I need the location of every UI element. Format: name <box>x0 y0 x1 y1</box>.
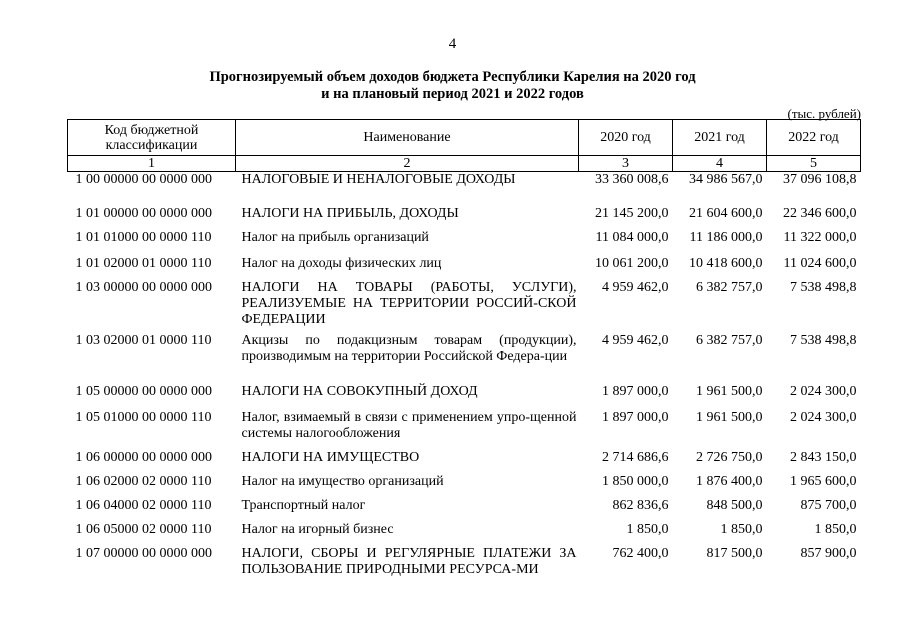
row-value-2020: 1 850,0 <box>626 521 669 537</box>
row-value-2020: 21 145 200,0 <box>595 205 669 221</box>
row-code: 1 06 02000 02 0000 110 <box>75 473 212 489</box>
row-value-2022: 1 965 600,0 <box>790 473 857 489</box>
row-value-2021: 817 500,0 <box>706 545 763 561</box>
row-value-2022: 7 538 498,8 <box>790 279 857 295</box>
header-row <box>68 120 861 156</box>
row-value-2021: 34 986 567,0 <box>689 172 763 187</box>
row-value-2020: 2 714 686,6 <box>602 449 669 465</box>
row-value-2020: 33 360 008,6 <box>595 172 669 187</box>
table-header <box>68 120 861 172</box>
revenue-table <box>67 119 861 596</box>
row-value-2020: 862 836,6 <box>612 497 669 513</box>
row-value-2022: 857 900,0 <box>800 545 857 561</box>
header-2022: 2022 год <box>767 120 861 156</box>
row-code: 1 05 00000 00 0000 000 <box>75 383 212 399</box>
row-code: 1 01 02000 01 0000 110 <box>75 255 212 271</box>
row-value-2021: 1 850,0 <box>720 521 763 537</box>
table-row <box>68 450 861 474</box>
header-2020: 2020 год <box>579 120 673 156</box>
table-row <box>68 474 861 498</box>
table-row <box>68 384 861 410</box>
units-label: (тыс. рублей) <box>787 106 861 121</box>
header-code: Код бюджетной классификации <box>68 120 236 156</box>
row-name: НАЛОГИ НА ТОВАРЫ (РАБОТЫ, УСЛУГИ), РЕАЛИЗУЕМЫЕ НА ТЕРРИТОРИИ РОССИЙ-СКОЙ ФЕДЕРАЦИИ <box>241 279 577 327</box>
row-name: НАЛОГИ НА ПРИБЫЛЬ, ДОХОДЫ <box>241 205 459 221</box>
row-value-2020: 762 400,0 <box>612 545 669 561</box>
row-code: 1 03 02000 01 0000 110 <box>75 332 212 348</box>
title-line-2: и на плановый период 2021 и 2022 годов <box>321 86 584 102</box>
row-name: Акцизы по подакцизным товарам (продукции), производимым на территории Российской Федера-ции <box>241 332 577 364</box>
row-code: 1 06 00000 00 0000 000 <box>75 449 212 465</box>
row-value-2020: 1 897 000,0 <box>602 383 669 399</box>
row-name: НАЛОГИ, СБОРЫ И РЕГУЛЯРНЫЕ ПЛАТЕЖИ ЗА ПОЛЬЗОВАНИЕ ПРИРОДНЫМИ РЕСУРСА-МИ <box>241 545 577 577</box>
row-code: 1 00 00000 00 0000 000 <box>75 172 212 187</box>
row-code: 1 03 00000 00 0000 000 <box>75 279 212 295</box>
row-value-2021: 848 500,0 <box>706 497 763 513</box>
table-row <box>68 498 861 522</box>
row-name: НАЛОГИ НА ИМУЩЕСТВО <box>241 449 420 465</box>
page-number: 4 <box>448 36 457 52</box>
table-row <box>68 522 861 546</box>
header-2021: 2021 год <box>673 120 767 156</box>
row-code: 1 01 01000 00 0000 110 <box>75 229 212 245</box>
row-value-2022: 2 024 300,0 <box>790 383 857 399</box>
row-code: 1 05 01000 00 0000 110 <box>75 409 212 425</box>
row-value-2021: 10 418 600,0 <box>689 255 763 271</box>
row-value-2022: 875 700,0 <box>800 497 857 513</box>
row-value-2022: 2 843 150,0 <box>790 449 857 465</box>
row-value-2021: 1 961 500,0 <box>696 383 763 399</box>
row-value-2022: 7 538 498,8 <box>790 332 857 348</box>
row-name: Налог на имущество организаций <box>241 473 444 489</box>
table-row <box>68 206 861 230</box>
row-value-2021: 2 726 750,0 <box>696 449 763 465</box>
column-number-5: 5 <box>767 156 861 172</box>
row-value-2022: 37 096 108,8 <box>783 172 857 187</box>
column-number-row <box>68 156 861 172</box>
row-code: 1 06 04000 02 0000 110 <box>75 497 212 513</box>
row-value-2022: 2 024 300,0 <box>790 409 857 425</box>
table-row <box>68 172 861 206</box>
row-code: 1 06 05000 02 0000 110 <box>75 521 212 537</box>
row-value-2021: 21 604 600,0 <box>689 205 763 221</box>
table-row <box>68 230 861 256</box>
row-name: Налог на прибыль организаций <box>241 229 429 245</box>
column-number-4: 4 <box>673 156 767 172</box>
table-body <box>68 172 861 596</box>
row-name: Транспортный налог <box>241 497 366 513</box>
row-value-2021: 1 876 400,0 <box>696 473 763 489</box>
column-number-3: 3 <box>579 156 673 172</box>
header-name: Наименование <box>236 120 579 156</box>
row-value-2020: 4 959 462,0 <box>602 332 669 348</box>
table-row <box>68 280 861 333</box>
column-number-2: 2 <box>236 156 579 172</box>
row-value-2021: 11 186 000,0 <box>689 229 763 245</box>
row-code: 1 07 00000 00 0000 000 <box>75 545 212 561</box>
row-value-2022: 1 850,0 <box>814 521 857 537</box>
row-value-2020: 4 959 462,0 <box>602 279 669 295</box>
row-name: НАЛОГОВЫЕ И НЕНАЛОГОВЫЕ ДОХОДЫ <box>241 172 516 187</box>
page-title <box>0 69 905 103</box>
table-row <box>68 333 861 384</box>
row-value-2022: 11 322 000,0 <box>783 229 857 245</box>
row-value-2020: 1 850 000,0 <box>602 473 669 489</box>
row-value-2022: 22 346 600,0 <box>783 205 857 221</box>
row-value-2021: 6 382 757,0 <box>696 332 763 348</box>
row-value-2022: 11 024 600,0 <box>783 255 857 271</box>
row-value-2021: 6 382 757,0 <box>696 279 763 295</box>
row-code: 1 01 00000 00 0000 000 <box>75 205 212 221</box>
table-row <box>68 410 861 450</box>
row-value-2020: 1 897 000,0 <box>602 409 669 425</box>
row-name: Налог, взимаемый в связи с применением упро-щенной системы налогообложения <box>241 409 577 441</box>
row-name: НАЛОГИ НА СОВОКУПНЫЙ ДОХОД <box>241 383 478 399</box>
row-value-2021: 1 961 500,0 <box>696 409 763 425</box>
table-row <box>68 546 861 596</box>
column-number-1: 1 <box>68 156 236 172</box>
row-value-2020: 11 084 000,0 <box>595 229 669 245</box>
row-name: Налог на доходы физических лиц <box>241 255 442 271</box>
title-line-1: Прогнозируемый объем доходов бюджета Республики Карелия на 2020 год <box>209 69 696 85</box>
row-value-2020: 10 061 200,0 <box>595 255 669 271</box>
table-row <box>68 256 861 280</box>
row-name: Налог на игорный бизнес <box>241 521 394 537</box>
